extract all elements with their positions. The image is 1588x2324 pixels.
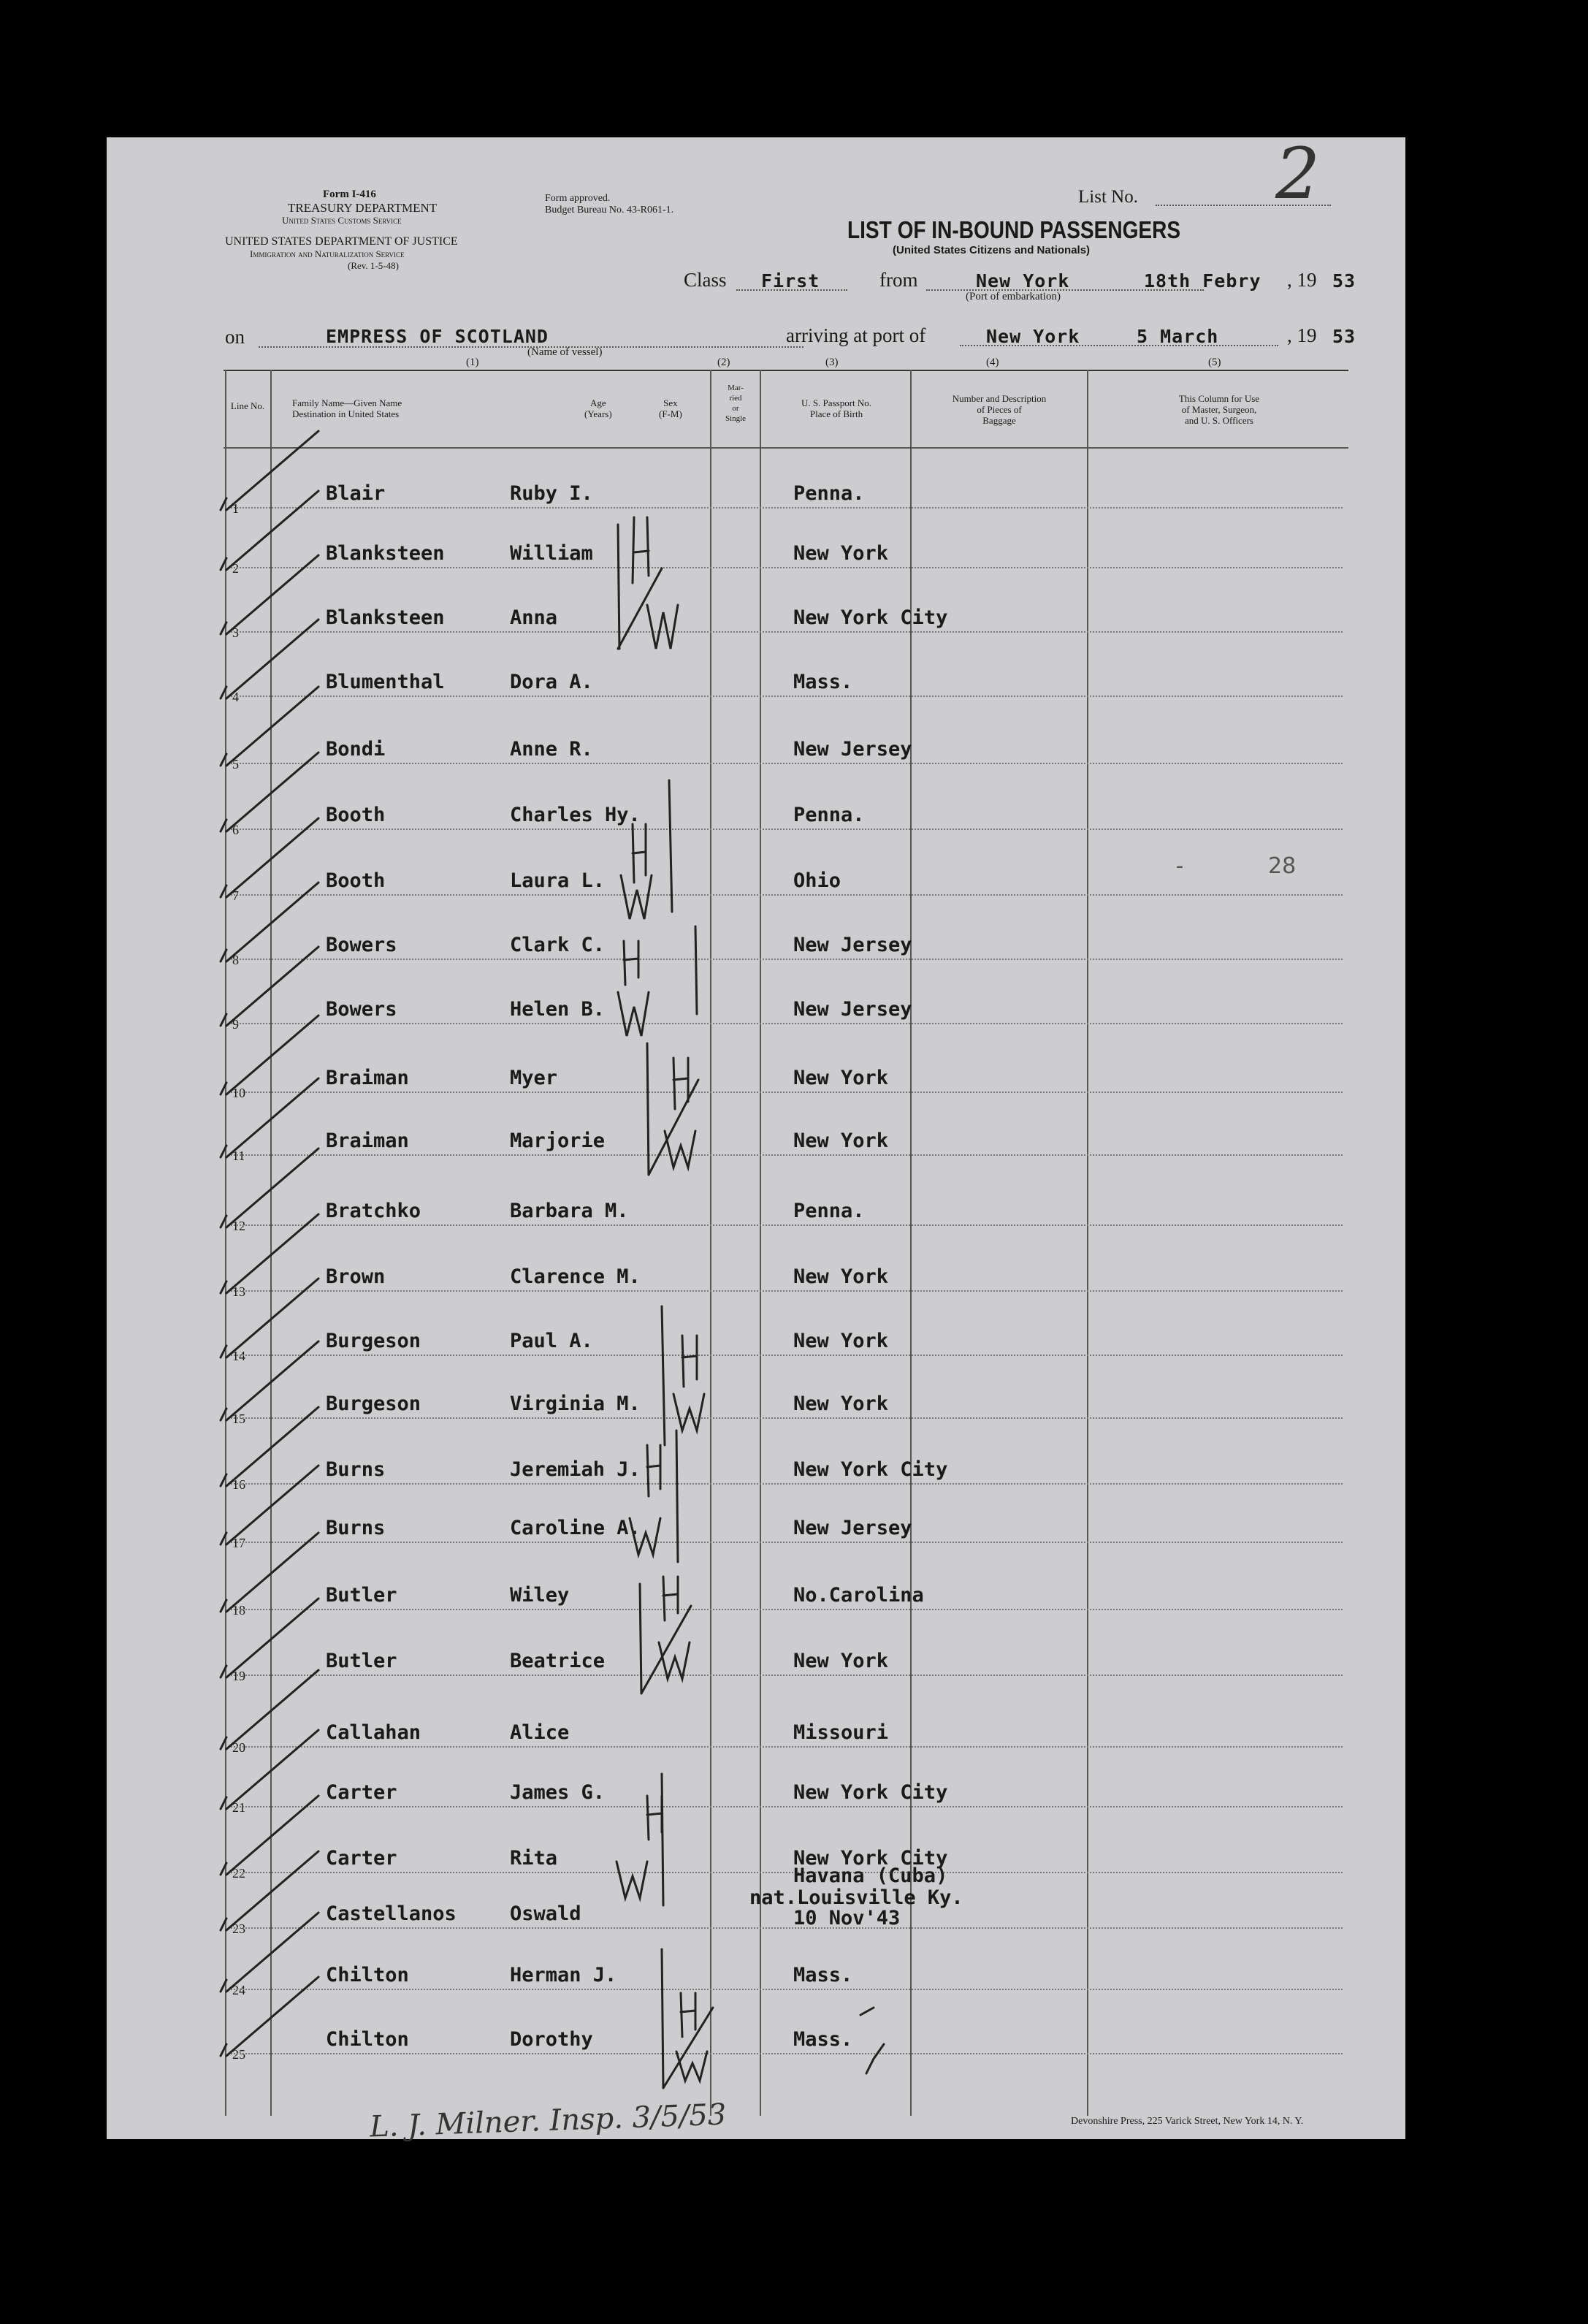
check-mark [221,1016,318,1094]
line-number: 25 [232,2047,245,2062]
naturalization: nat.Louisville Ky. [749,1886,963,1909]
given-name: Ruby I. [510,482,593,505]
header-name: Family Name—Given Name Destination in United States [292,397,402,419]
family-name: Burns [326,1517,386,1539]
line-number: 21 [232,1800,245,1815]
family-name: Bowers [326,998,397,1021]
family-name: Bondi [326,738,386,761]
birthplace: New York [793,1067,889,1089]
check-mark [221,1148,318,1227]
line-number: 4 [232,690,239,704]
customs-service: United States Customs Service [282,215,402,226]
family-name: Blair [326,482,386,505]
line-number: 15 [232,1411,245,1426]
arriving-label: arriving at port of [786,324,926,346]
check-mark [221,753,318,831]
birthplace: New York City [793,1847,948,1870]
header-married: Mar- ried or Single [725,384,747,423]
line-number: 13 [232,1284,245,1299]
line-number: 17 [232,1536,245,1550]
given-name: Laura L. [510,869,606,892]
check-mark [221,620,318,698]
justice-department: UNITED STATES DEPARTMENT OF JUSTICE [225,235,458,248]
family-name: Chilton [326,1964,409,1986]
column-number-3: (3) [825,357,839,368]
family-name: Callahan [326,1721,421,1744]
given-name: Caroline A. [510,1517,641,1539]
ins-service: Immigration and Naturalization Service [250,248,405,259]
line-number: 10 [232,1086,245,1100]
passenger-manifest-sheet [107,133,1405,2144]
birthplace: Havana (Cuba) [793,1864,948,1887]
line-number: 16 [232,1477,245,1492]
birthplace: Ohio [793,869,841,892]
check-mark [221,1407,318,1486]
birthplace: Mass. [793,1964,853,1986]
check-mark [221,1279,318,1357]
line-number: 6 [232,823,239,837]
family-name: Carter [326,1781,397,1804]
check-mark [221,1913,318,1992]
departure-year: 53 [1332,270,1356,292]
given-name: Anna [510,606,558,629]
birthplace: New Jersey [793,998,912,1021]
family-name: Blanksteen [326,606,445,629]
line-number: 24 [232,1983,245,1997]
arrival-date: 5 March [1137,326,1219,347]
family-name: Booth [326,804,386,826]
birthplace: Penna. [793,482,865,505]
header-age: Age (Years) [584,397,612,419]
birthplace: New York [793,1650,889,1672]
given-name: Anne R. [510,738,593,761]
header-line-no: Line No. [230,400,265,411]
vessel-name: EMPRESS OF SCOTLAND [326,326,549,347]
family-name: Burgeson [326,1393,421,1415]
line-number: 7 [232,888,239,903]
check-mark [221,1533,318,1612]
check-mark [221,1341,318,1420]
given-name: Herman J. [510,1964,617,1986]
check-mark [221,1599,318,1677]
port-caption: (Port of embarkation) [966,291,1061,302]
check-mark [221,883,318,961]
given-name: Jeremiah J. [510,1458,641,1481]
form-title: LIST OF IN-BOUND PASSENGERS [847,216,1181,243]
embarkation-port: New York [976,270,1070,292]
arrival-year: 53 [1332,326,1356,347]
given-name: Clarence M. [510,1265,641,1288]
check-mark [221,1214,318,1293]
class-value: First [761,270,820,292]
given-name: Barbara M. [510,1200,629,1222]
column-number-1: (1) [466,357,479,368]
family-name: Blumenthal [326,671,445,693]
check-mark [221,947,318,1026]
given-name: Beatrice [510,1650,606,1672]
given-name: William [510,542,593,565]
from-label: from [879,269,918,291]
birthplace: Mass. [793,671,853,693]
officer-note: 28 [1268,853,1297,879]
inspector-signature: L. J. Milner. Insp. 3/5/53 [369,2098,728,2144]
header-passport: U. S. Passport No. Place of Birth [801,397,872,419]
column-number-4: (4) [986,357,999,368]
line-number: 14 [232,1349,245,1363]
given-name: James G. [510,1781,606,1804]
family-name: Bratchko [326,1200,421,1222]
family-name: Burgeson [326,1330,421,1352]
birthplace: New York [793,1330,889,1352]
column-number-5: (5) [1208,357,1221,368]
birthplace: New York City [793,1458,948,1481]
given-name: Helen B. [510,998,606,1021]
check-mark [221,1078,318,1157]
birthplace: New York [793,1265,889,1288]
birthplace: No.Carolina [793,1584,924,1607]
birthplace: Penna. [793,1200,865,1222]
family-name: Brown [326,1265,386,1288]
husband-wife-marks [617,517,884,2088]
given-name: Wiley [510,1584,570,1607]
check-mark [221,431,318,510]
line-number: 18 [232,1603,245,1618]
line-number: 2 [232,561,239,576]
check-mark [221,1851,318,1930]
family-name: Braiman [326,1129,409,1152]
birthplace: New York [793,1129,889,1152]
given-name: Virginia M. [510,1393,641,1415]
given-name: Oswald [510,1902,581,1925]
birthplace: New York [793,542,889,565]
family-name: Burns [326,1458,386,1481]
birthplace: New Jersey [793,934,912,956]
list-number: 2 [1275,133,1321,215]
family-name: Booth [326,869,386,892]
line-number: 11 [232,1148,245,1163]
departure-date: 18th Febry [1144,270,1261,292]
revision-date: (Rev. 1-5-48) [348,260,399,271]
form-approved: Form approved. [545,193,611,204]
check-mark [221,818,318,897]
line-number: 20 [232,1740,245,1755]
class-label: Class [684,269,727,291]
family-name: Castellanos [326,1902,457,1925]
vessel-caption: (Name of vessel) [527,346,603,358]
arrival-port: New York [986,326,1080,347]
budget-bureau: Budget Bureau No. 43-R061-1. [545,205,674,216]
handwritten-marks [107,137,1405,2139]
check-mark [221,1670,318,1749]
line-number: 23 [232,1921,245,1936]
birthplace: New York City [793,606,948,629]
line-number: 9 [232,1017,239,1032]
given-name: Paul A. [510,1330,593,1352]
given-name: Charles Hy. [510,804,641,826]
given-name: Dorothy [510,2028,593,2051]
officer-dash: - [1173,853,1187,879]
line-number: 1 [232,501,239,516]
departure-year-prefix: , 19 [1287,269,1317,291]
birthplace: Penna. [793,804,865,826]
naturalization-date: 10 Nov'43 [793,1907,901,1929]
line-number: 8 [232,953,239,967]
family-name: Carter [326,1847,397,1870]
given-name: Alice [510,1721,570,1744]
birthplace: New York City [793,1781,948,1804]
birthplace: Missouri [793,1721,889,1744]
family-name: Blanksteen [326,542,445,565]
given-name: Myer [510,1067,558,1089]
column-number-2: (2) [717,357,730,368]
list-no-label: List No. [1078,187,1138,207]
family-name: Braiman [326,1067,409,1089]
given-name: Clark C. [510,934,606,956]
line-number: 22 [232,1866,245,1881]
line-number: 12 [232,1219,245,1233]
header-sex: Sex (F-M) [659,397,682,419]
family-name: Bowers [326,934,397,956]
line-number: 5 [232,757,239,772]
header-officers: This Column for Use of Master, Surgeon, and U. S. Officers [1178,393,1260,426]
department-name: TREASURY DEPARTMENT [288,201,438,215]
line-number: 3 [232,625,239,640]
birthplace: Mass. [793,2028,853,2051]
family-name: Chilton [326,2028,409,2051]
check-mark [221,555,318,634]
family-name: Butler [326,1650,397,1672]
family-name: Butler [326,1584,397,1607]
birthplace: New Jersey [793,738,912,761]
check-mark [221,1977,318,2056]
birthplace: New Jersey [793,1517,912,1539]
given-name: Dora A. [510,671,593,693]
line-number: 19 [232,1669,245,1683]
given-name: Marjorie [510,1129,606,1152]
form-number: Form I-416 [323,188,376,200]
form-subtitle: (United States Citizens and Nationals) [893,244,1091,256]
printer-imprint: Devonshire Press, 225 Varick Street, New York 14, N. Y. [1071,2116,1304,2127]
on-label: on [225,326,245,348]
check-mark [221,687,318,766]
given-name: Rita [510,1847,558,1870]
birthplace: New York [793,1393,889,1415]
header-baggage: Number and Description of Pieces of Baggage [952,393,1047,426]
arrival-year-prefix: , 19 [1287,324,1317,346]
